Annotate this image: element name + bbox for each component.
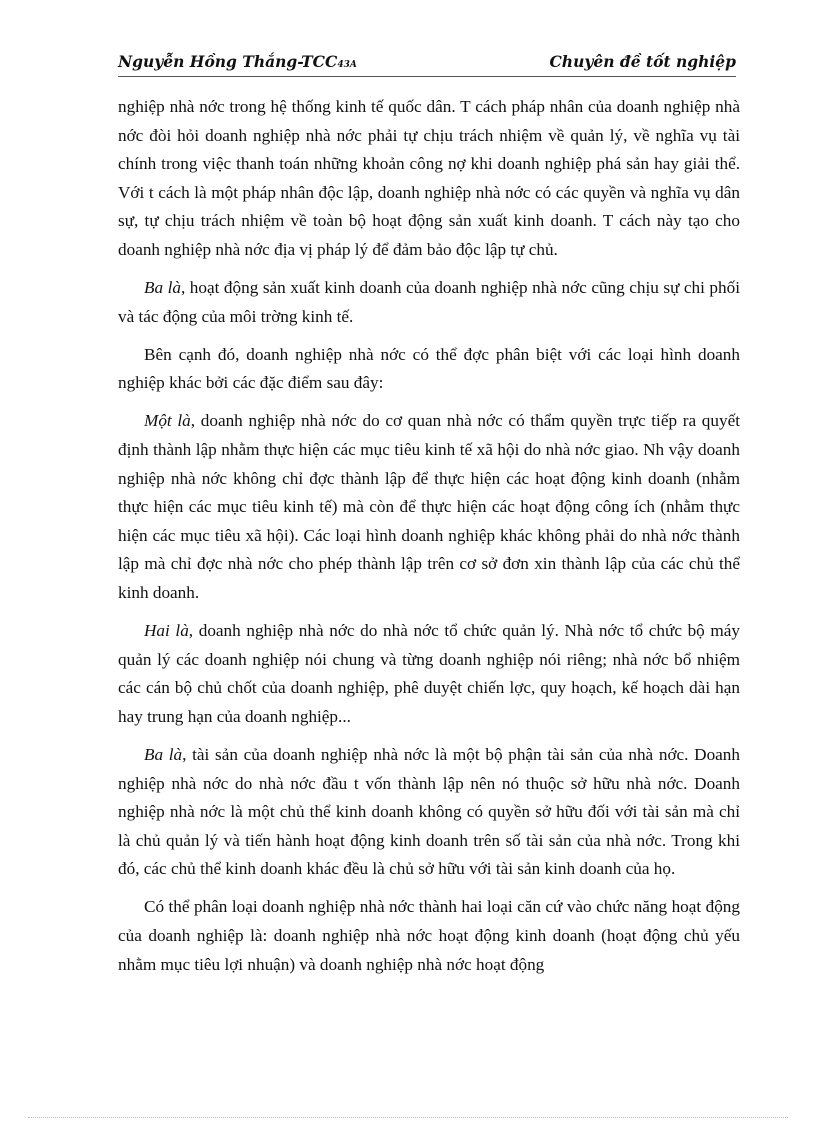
paragraph-text: Bên cạnh đó, doanh nghiệp nhà nớc có thể đợc phân biệt với các loại hình doanh nghiệp khác bởi các đặc điểm sau đây:: [118, 344, 740, 393]
paragraph: [118, 274, 740, 331]
paragraph: [118, 617, 740, 731]
paragraph-text: Có thể phân loại doanh nghiệp nhà nớc thành hai loại căn cứ vào chức năng hoạt động của doanh nghiệp là: doanh nghiệp nhà nớc hoạt động kinh doanh (hoạt động chủ yếu nhằm mục tiêu lợi nhuận) và doanh nghiệp nhà nớc hoạt động: [118, 897, 740, 974]
paragraph-text: , hoạt động sản xuất kinh doanh của doanh nghiệp nhà nớc cũng chịu sự chi phối và tác động của môi trờng kinh tế.: [118, 278, 740, 326]
paragraph: [118, 93, 740, 265]
header-divider: [118, 76, 736, 77]
header-author-class: 43A: [337, 60, 357, 70]
paragraph: [118, 407, 740, 607]
paragraph-lead: Ba là: [144, 278, 181, 298]
paragraph: [118, 741, 740, 884]
paragraph: [118, 893, 740, 979]
header-author-name: Nguyễn Hồng Thắng-TCC: [118, 52, 338, 71]
paragraph-lead: Hai là: [144, 621, 189, 641]
paragraph-text: , tài sản của doanh nghiệp nhà nớc là một bộ phận tài sản của nhà nớc. Doanh nghiệp nhà nớc do nhà nớc đầu t vốn thành lập nên nó thuộc sở hữu nhà nớc. Doanh nghiệp nhà nớc là một chủ thể kinh doanh không có quyền sở hữu đối với tài sản mà chỉ là chủ quản lý và tiến hành hoạt động kinh doanh trên số tài sản của nhà nớc. Trong khi đó, các chủ thể kinh doanh khác đều là chủ sở hữu với tài sản kinh doanh của họ.: [118, 744, 740, 879]
paragraph: [118, 341, 740, 398]
paragraph-text: , doanh nghiệp nhà nớc do cơ quan nhà nớc có thẩm quyền trực tiếp ra quyết định thành lập nhằm thực hiện các mục tiêu kinh tế xã hội do nhà nớc giao. Nh vậy doanh nghiệp nhà nớc không chỉ đợc thành lập để thực hiện các hoạt động kinh doanh (nhằm thực hiện các mục tiêu kinh tế) mà còn để thực hiện các hoạt động công ích (nhằm thực hiện các mục tiêu xã hội). Các loại hình doanh nghiệp khác không phải do nhà nớc thành lập mà chỉ đợc nhà nớc cho phép thành lập trên cơ sở đơn xin thành lập của các chủ thể kinh doanh.: [118, 411, 740, 602]
paragraph-lead: Một là: [144, 411, 191, 431]
paragraph-lead: Ba là: [144, 744, 183, 764]
header-author: [118, 52, 357, 71]
page-bottom-divider: [28, 1117, 788, 1118]
page-header: [118, 52, 736, 82]
paragraph-text: nghiệp nhà nớc trong hệ thống kinh tế quốc dân. T cách pháp nhân của doanh nghiệp nhà nớc đòi hỏi doanh nghiệp nhà nớc phải tự chịu trách nhiệm về quản lý, về nghĩa vụ tài chính trong việc thanh toán những khoản công nợ khi doanh nghiệp phá sản hay giải thể. Với t cách là một pháp nhân độc lập, doanh nghiệp nhà nớc có các quyền và nghĩa vụ dân sự, tự chịu trách nhiệm về toàn bộ hoạt động sản xuất kinh doanh. T cách này tạo cho doanh nghiệp nhà nớc địa vị pháp lý để đảm bảo độc lập tự chủ.: [118, 97, 740, 259]
header-title: Chuyên đề tốt nghiệp: [549, 52, 736, 71]
paragraph-text: , doanh nghiệp nhà nớc do nhà nớc tổ chức quản lý. Nhà nớc tổ chức bộ máy quản lý các doanh nghiệp nói chung và từng doanh nghiệp nói riêng; nhà nớc bổ nhiệm các cán bộ chủ chốt của doanh nghiệp, phê duyệt chiến lợc, quy hoạch, kế hoạch dài hạn hay trung hạn của doanh nghiệp...: [118, 621, 740, 726]
document-body: [118, 93, 740, 989]
